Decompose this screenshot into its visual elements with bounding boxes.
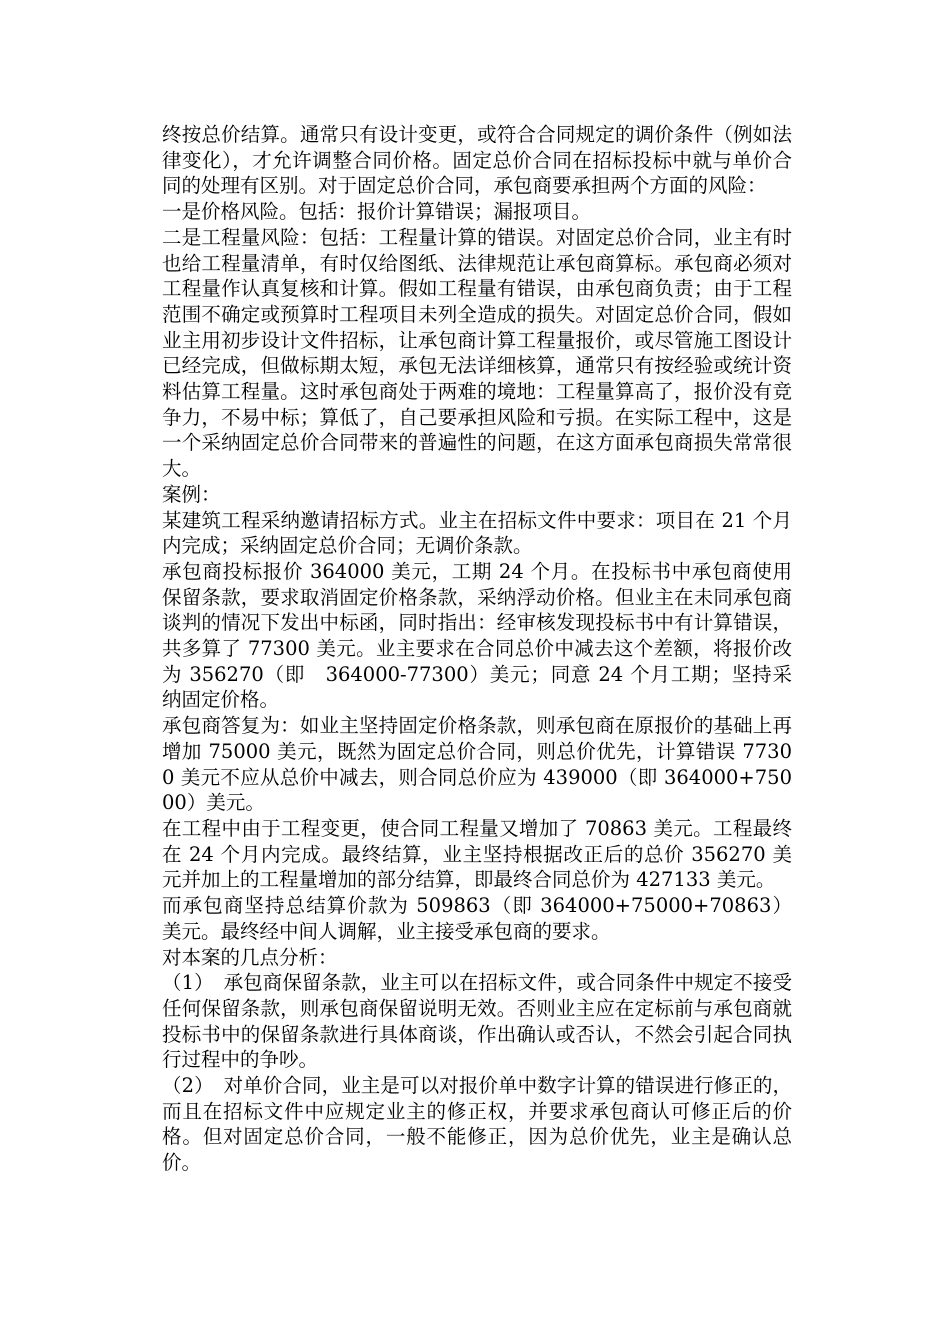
paragraph-analysis-point-1: （1） 承包商保留条款，业主可以在招标文件，或合同条件中规定不接受任何保留条款，则承包商保留说明无效。否则业主应在定标前与承包商就投标书中的保留条款进行具体商谈，作出确认或否认，不然会引起合同执行过程中的争吵。 [162, 971, 792, 1072]
paragraph-analysis-point-2: （2） 对单价合同，业主是可以对报价单中数字计算的错误进行修正的，而且在招标文件中应规定业主的修正权，并要求承包商认可修正后的价格。但对固定总价合同，一般不能修正，因为总价优先，业主是确认总价。 [162, 1074, 792, 1175]
paragraph-case-bid: 承包商投标报价 364000 美元，工期 24 个月。在投标书中承包商使用保留条款，要求取消固定价格条款，采纳浮动价格。但业主在未同承包商谈判的情况下发出中标函，同时指出：经审核发现投标书中有计算错误，共多算了 77300 美元。业主要求在合同总价中减去这个差额，将报价改为 356270（即 364000-77300）美元；同意 24 个月工期；坚持采纳固定价格。 [162, 559, 792, 712]
paragraph-case-intro: 某建筑工程采纳邀请招标方式。业主在招标文件中要求：项目在 21 个月内完成；采纳固定总价合同；无调价条款。 [162, 508, 792, 558]
paragraph-final-settlement: 在工程中由于工程变更，使合同工程量又增加了 70863 美元。工程最终在 24 个月内完成。最终结算，业主坚持根据改正后的总价 356270 美元并加上的工程量增加的部分结算，即最终合同总价为 427133 美元。 [162, 816, 792, 892]
paragraph-analysis-heading: 对本案的几点分析： [162, 945, 338, 969]
paragraph-contractor-reply: 承包商答复为：如业主坚持固定价格条款，则承包商在原报价的基础上再增加 75000 美元，既然为固定总价合同，则总价优先，计算错误 77300 美元不应从总价中减去，则合同总价应为 439000（即 364000+75000）美元。 [162, 714, 792, 815]
paragraph-contractor-claim: 而承包商坚持总结算价款为 509863（即 364000+75000+70863）美元。最终经中间人调解，业主接受承包商的要求。 [162, 894, 792, 943]
paragraph-case-heading: 案例： [162, 482, 221, 506]
paragraph-total-price-risks: 终按总价结算。通常只有设计变更，或符合合同规定的调价条件（例如法律变化），才允许调整合同价格。固定总价合同在招标投标中就与单价合同的处理有区别。对于固定总价合同，承包商要承担两个方面的风险： [162, 123, 792, 198]
document-body [162, 122, 792, 1176]
paragraph-quantity-risk: 二是工程量风险：包括：工程量计算的错误。对固定总价合同，业主有时也给工程量清单，有时仅给图纸、法律规范让承包商算标。承包商必须对工程量作认真复核和计算。假如工程量有错误，由承包商负责；由于工程范围不确定或预算时工程项目未列全造成的损失。对固定总价合同，假如业主用初步设计文件招标，让承包商计算工程量报价，或尽管施工图设计已经完成，但做标期太短，承包无法详细核算，通常只有按经验或统计资料估算工程量。这时承包商处于两难的境地：工程量算高了，报价没有竞争力，不易中标；算低了，自己要承担风险和亏损。在实际工程中，这是一个采纳固定总价合同带来的普遍性的问题，在这方面承包商损失常常很大。 [162, 225, 792, 481]
paragraph-price-risk: 一是价格风险。包括：报价计算错误；漏报项目。 [162, 200, 592, 224]
